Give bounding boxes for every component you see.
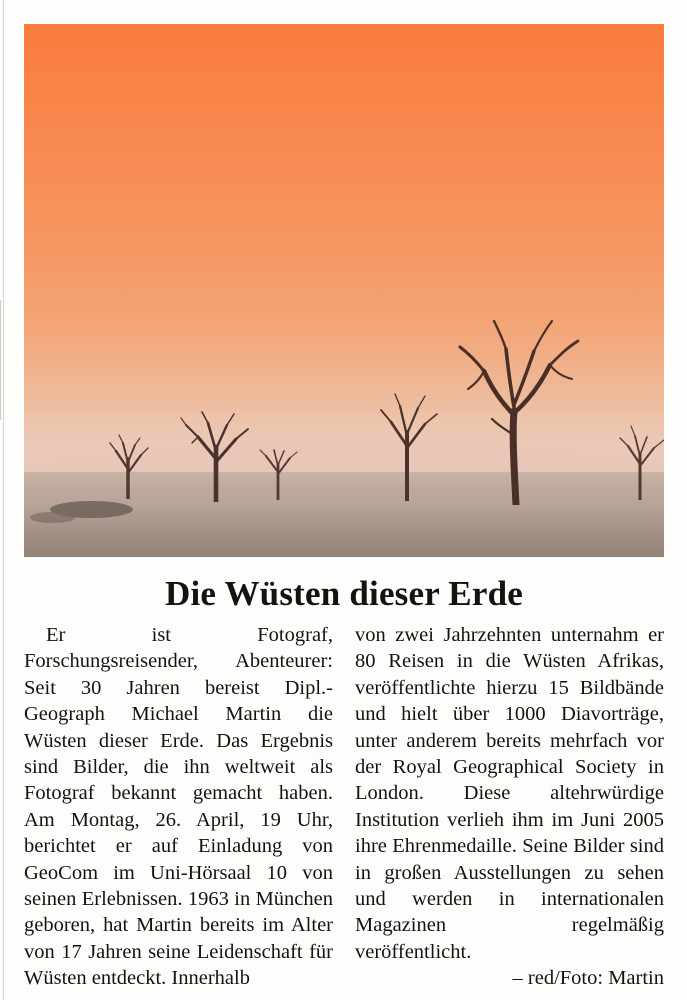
dead-tree-1: [94, 429, 164, 499]
article-headline: Die Wüsten dieser Erde: [165, 574, 523, 613]
dead-tree-6: [612, 420, 664, 500]
desert-photo: [24, 24, 664, 557]
dead-tree-5: [454, 315, 584, 505]
dead-tree-4: [369, 386, 449, 501]
article-column-right: [355, 622, 664, 992]
article-column-left: [24, 622, 333, 992]
article-paragraph: Er ist Fotograf, Forschungsreisender, Abenteurer: Seit 30 Jahren bereist Dipl.-Geograph Michael Martin die Wüsten dieser Erde. Das Ergebnis sind Bilder, die ihn weltweit als Fotograf bekannt gemacht haben. Am Montag, 26. April, 19 Uhr, berichtet er auf Einladung von GeoCom im Uni-Hörsaal 10 von seinen Erlebnissen. 1963 in München geboren, hat Martin bereits im Alter von 17 Jahren seine Leidenschaft für Wüsten entdeckt. Innerhalb: [24, 624, 333, 990]
dead-tree-2: [172, 407, 262, 502]
article-body: [24, 622, 664, 992]
article: [24, 24, 664, 992]
page-edge-rule-secondary: [0, 300, 1, 420]
page-edge-rule: [3, 0, 4, 1000]
article-paragraph: von zwei Jahrzehnten unternahm er 80 Reisen in die Wüsten Afrikas, veröffentlichte hierzu 15 Bildbände und hielt über 1000 Diavorträge, unter anderem bereits mehrfach vor der Royal Geographical Society in London. Diese altehrwürdige Institution verlieh ihm im Juni 2005 ihre Ehrenmedaille. Seine Bilder sind in großen Ausstellungen zu sehen und werden in internationalen Magazinen regelmäßig veröffentlicht.: [355, 624, 664, 963]
article-credit: – red/Foto: Martin: [512, 967, 664, 990]
dead-tree-3: [252, 438, 307, 500]
